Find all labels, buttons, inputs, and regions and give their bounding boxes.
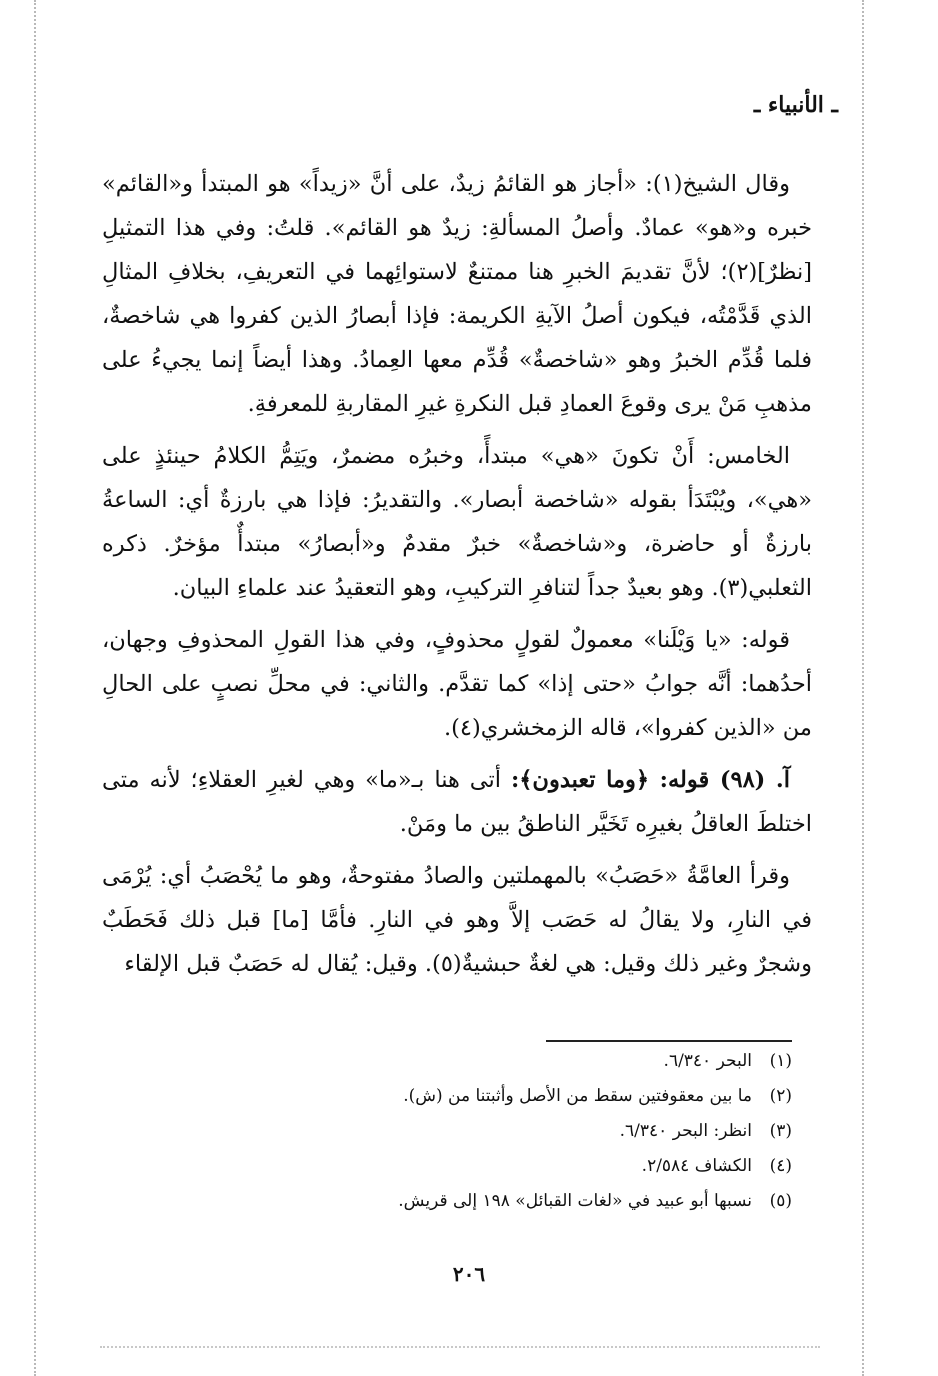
verse-paragraph	[102, 758, 812, 846]
footnote-text: نسبها أبو عبيد في «لغات القبائل» ١٩٨ إلى قريش.	[398, 1191, 752, 1211]
footnote-5	[152, 1184, 792, 1219]
scan-edge-right	[862, 0, 864, 1376]
footnote-text: البحر ٦/٣٤٠.	[663, 1051, 752, 1071]
footnote-3	[152, 1114, 792, 1149]
running-head: ـ الأنبياء ـ	[753, 92, 838, 118]
footnotes	[152, 1044, 792, 1219]
paragraph-3: قوله: «يا وَيْلَنا» معمولٌ لقولٍ محذوفٍ، وفي هذا القولِ المحذوفِ وجهان، أحدُهما: أنَّه جوابُ «حتى إذا» كما تقدَّم. والثاني: في محلِّ نصبٍ على الحالِ من «الذين كفروا»، قاله الزمخشري(٤).	[102, 627, 812, 741]
footnote-text: انظر: البحر ٦/٣٤٠.	[619, 1121, 752, 1141]
verse-text: أتى هنا بـ«ما» وهي لغيرِ العقلاءِ؛ لأنه متى اختلطَ العاقلُ بغيرِه تَخَيَّر الناطقُ بين ما ومَنْ.	[102, 767, 812, 837]
paragraph-1: وقال الشيخ(١): «أجاز هو القائمُ زيدٌ، على أنَّ «زيداً» هو المبتدأ و«القائم» خبره و«هو» عمادٌ. وأصلُ المسألةِ: زيدٌ هو القائم». قلتُ: وفي هذا التمثيلِ [نظرٌ](٢)؛ لأنَّ تقديمَ الخبرِ هنا ممتنعٌ لاستوائِهما في التعريفِ، بخلافِ المثالِ الذي قَدَّمْتُه، فيكون أصلُ الآيةِ الكريمة: فإذا أبصارُ الذين كفروا هي شاخصةٌ، فلما قُدِّم الخبرُ وهو «شاخصةٌ» قُدِّم معها العِمادُ. وهذا أيضاً إنما يجيءُ على مذهبِ مَنْ يرى وقوعَ العمادِ قبل النكرةِ غيرِ المقاربةِ للمعرفةِ.	[102, 171, 812, 417]
footnote-separator	[546, 1040, 792, 1042]
footnote-number: (١)	[769, 1051, 792, 1071]
footnote-number: (٣)	[769, 1121, 792, 1141]
footnote-2	[152, 1079, 792, 1114]
footnote-number: (٢)	[769, 1086, 792, 1106]
footnote-text: الكشاف ٢/٥٨٤.	[641, 1156, 752, 1176]
verse-lead: آ. (٩٨) قوله: ﴿وما تعبدون﴾:	[510, 767, 790, 793]
footnote-number: (٤)	[769, 1156, 792, 1176]
main-text	[102, 162, 812, 994]
scan-edge-left	[34, 0, 36, 1376]
page-number: ٢٠٦	[452, 1262, 486, 1286]
paragraph-2: الخامس: أَنْ تكونَ «هي» مبتدأً، وخبرُه مضمرٌ، ويَتِمُّ الكلامُ حينئذٍ على «هي»، ويُبْتَدَأ بقوله «شاخصة أبصار». والتقديرُ: فإذا هي بارزةٌ أي: الساعةُ بارزةٌ أو حاضرة، و«شاخصةٌ» خبرٌ مقدمٌ و«أبصارُ» مبتدأٌ مؤخرٌ. ذكره الثعلبي(٣). وهو بعيدٌ جداً لتنافرِ التركيبِ، وهو التعقيدُ عند علماءِ البيان.	[102, 443, 812, 601]
scan-edge-bottom	[100, 1346, 820, 1348]
footnote-4	[152, 1149, 792, 1184]
footnote-number: (٥)	[769, 1191, 792, 1211]
footnote-text: ما بين معقوفتين سقط من الأصل وأثبتنا من (ش).	[403, 1086, 752, 1106]
paragraph-5: وقرأ العامَّةُ «حَصَبُ» بالمهملتين والصادُ مفتوحةٌ، وهو ما يُحْصَبُ أي: يُرْمَى في النارِ، ولا يقالُ له حَصَب إلاَّ وهو في النارِ. فأمَّا [ما] قبل ذلك فَحَطَبٌ وشجرٌ وغير ذلك وقيل: هي لغةٌ حبشيةٌ(٥). وقيل: يُقال له حَصَبٌ قبل الإلقاء	[102, 863, 812, 977]
footnote-1	[152, 1044, 792, 1079]
